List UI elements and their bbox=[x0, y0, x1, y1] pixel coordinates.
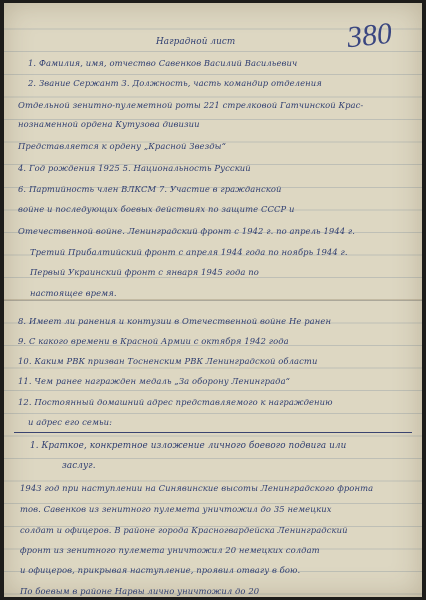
sheet-number: 380 bbox=[345, 16, 394, 55]
line-9: Отечественной войне. Ленинградский фронт с 1942 г. по апрель 1944 г. bbox=[18, 226, 356, 236]
line-22: тов. Савенков из зенитного пулемета уничтожил до 35 немецких bbox=[20, 504, 332, 514]
line-8: войне и последующих боевых действиях по защите СССР и bbox=[18, 204, 295, 214]
line-24: фронт из зенитного пулемета уничтожил 20 немецких солдат bbox=[20, 545, 320, 555]
line-16: 11. Чем ранее награжден медаль „За оборону Ленинграда“ bbox=[18, 376, 291, 386]
line-13: 8. Имеет ли ранения и контузии в Отечественной войне Не ранен bbox=[18, 316, 332, 326]
line-19: 1. Краткое, конкретное изложение личного боевого подвига или bbox=[30, 441, 347, 451]
line-3: Отдельной зенитно-пулеметной роты 221 стрелковой Гатчинской Крас- bbox=[18, 100, 364, 110]
line-26: По боевым в районе Нарвы лично уничтожил до 20 bbox=[20, 586, 260, 596]
line-6: 4. Год рождения 1925 5. Национальность Русский bbox=[18, 163, 251, 173]
line-2: 2. Звание Сержант 3. Должность, часть командир отделения bbox=[28, 78, 322, 88]
line-11: Первый Украинский фронт с января 1945 года по bbox=[30, 267, 259, 277]
line-20: заслуг. bbox=[62, 461, 96, 471]
line-21: 1943 год при наступлении на Синявинские высоты Ленинградского фронта bbox=[20, 483, 374, 493]
line-4: нознаменной ордена Кутузова дивизии bbox=[18, 119, 200, 129]
line-14: 9. С какого времени в Красной Армии с октября 1942 года bbox=[18, 336, 289, 346]
line-10: Третий Прибалтийский фронт с апреля 1944 года по ноябрь 1944 г. bbox=[30, 247, 348, 257]
line-1: 1. Фамилия, имя, отчество Савенков Василий Васильевич bbox=[28, 58, 298, 68]
line-12: настоящее время. bbox=[30, 288, 117, 298]
line-15: 10. Каким РВК призван Тосненским РВК Ленинградской области bbox=[18, 356, 318, 366]
document-title: Наградной лист bbox=[156, 37, 236, 47]
line-7: 6. Партийность член ВЛКСМ 7. Участие в гражданской bbox=[18, 184, 282, 194]
line-23: солдат и офицеров. В районе города Красногвардейска Ленинградский bbox=[20, 525, 348, 535]
line-17: 12. Постоянный домашний адрес представляемого к награждению bbox=[18, 397, 333, 407]
line-5: Представляется к ордену „Красной Звезды“ bbox=[18, 141, 226, 151]
line-25: и офицеров, прикрывая наступление, проявил отвагу в бою. bbox=[20, 565, 301, 575]
line-18: и адрес его семьи: bbox=[28, 417, 113, 427]
text-bottom bbox=[4, 3, 422, 597]
